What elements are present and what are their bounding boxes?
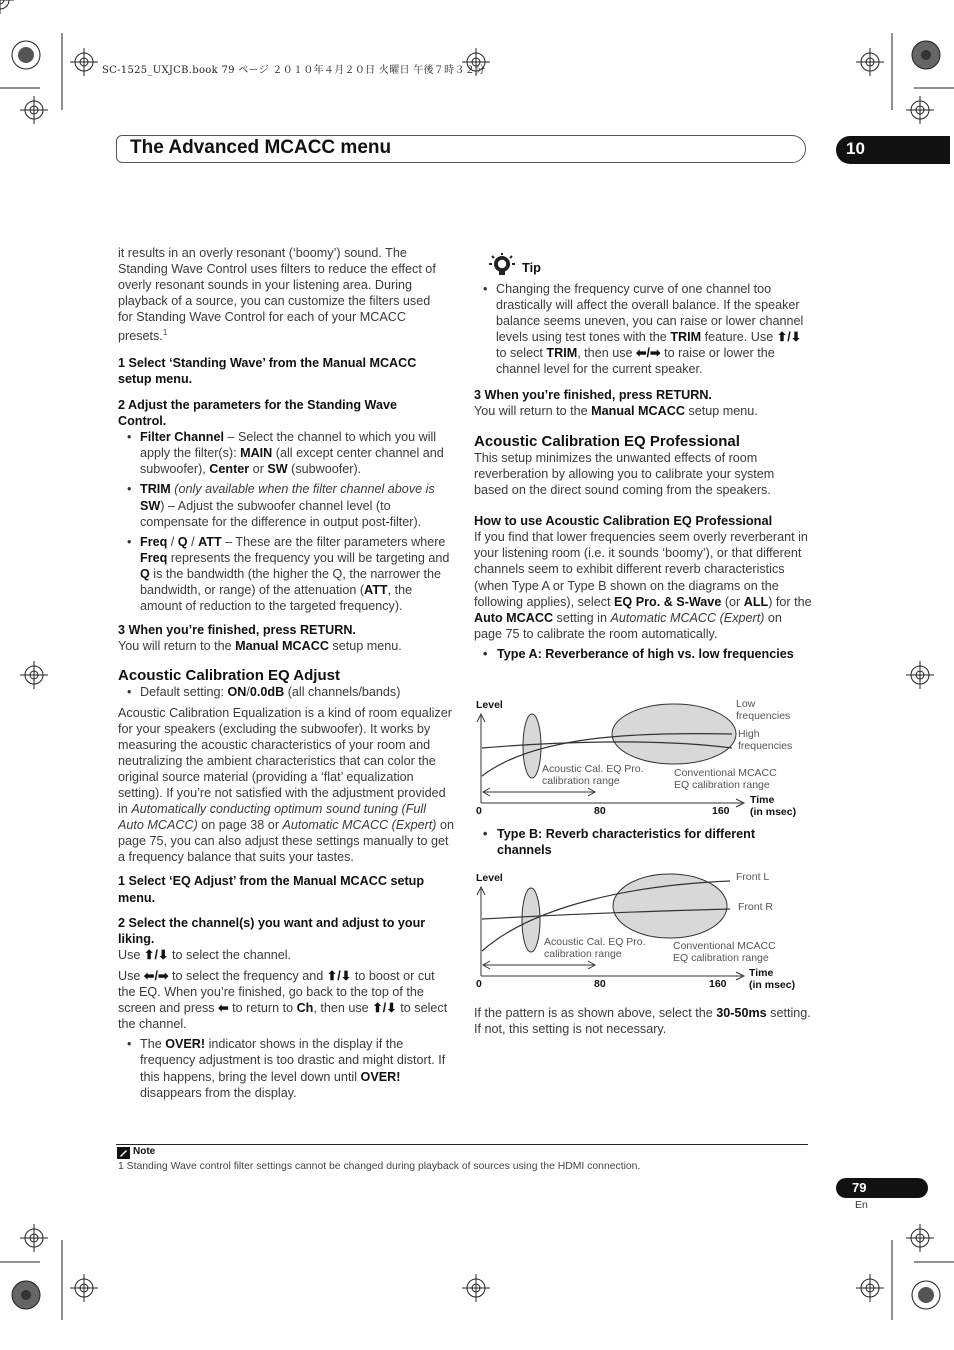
arrow-icon: ⬅/➡ xyxy=(143,968,169,983)
step-heading: 3 When you’re finished, press RETURN. xyxy=(474,387,712,402)
arrow-icon: ⬅ xyxy=(218,1001,229,1016)
time-axis-label: (in msec) xyxy=(750,806,797,818)
print-info: SC-1525_UXJCB.book 79 ページ ２０１０年４月２０日 火曜日 午後７時３２分 xyxy=(102,65,486,76)
tip-label: Tip xyxy=(522,260,541,275)
conventional-range-label: Conventional MCACC xyxy=(674,767,777,779)
arrow-icon: ⬆/⬇ xyxy=(326,968,352,983)
step-heading: 1 Select ‘EQ Adjust’ from the Manual MCACC setup xyxy=(118,874,425,889)
pro-range-label: calibration range xyxy=(542,775,620,787)
high-frequencies-label: High xyxy=(738,728,760,740)
paragraph: Acoustic Calibration Equalization is a kind of room equalizer for your speakers (excluding the subwoofer). It works by measuring the acoustic characteristics of your room and neutralizing the ambient characteristics that can color the original source material (providing a ‘flat’ equalization setting). If you’re not satisfied with the adjustment provided in Automatically conducting optimum sound tuning (Full Auto MCACC) on page 38 or Automatic MCACC (Expert) on page 75, you can also adjust these settings manually to get a frequency balance that suits your tastes. xyxy=(118,705,454,865)
section-heading: Acoustic Calibration EQ Professional xyxy=(474,432,740,450)
step-heading: 3 When you’re finished, press RETURN. xyxy=(118,623,356,638)
section-heading: Acoustic Calibration EQ Adjust xyxy=(118,667,340,685)
note-label: Note xyxy=(133,1146,156,1157)
arrow-icon: ⬆/⬇ xyxy=(776,330,802,345)
parameter-list xyxy=(118,429,454,614)
paragraph: This setup minimizes the unwanted effects of room reverberation by allowing you to calibrate your system based on the direct sound coming from the speakers. xyxy=(474,450,775,498)
x-tick-label: 160 xyxy=(712,805,730,817)
x-tick-label: 160 xyxy=(709,978,727,990)
paragraph: Use ⬅/➡ to select the frequency and ⬆/⬇ to boost or cut the EQ. When you’re finished, go back to the top of the screen and press ⬅ to return to Ch, then use ⬆/⬇ to select the channel. xyxy=(118,968,448,1032)
left-column xyxy=(118,245,454,1101)
time-axis-label: (in msec) xyxy=(749,979,796,991)
time-axis-label: Time xyxy=(750,794,775,806)
pro-range-label: calibration range xyxy=(544,948,622,960)
list-item: • Changing the frequency curve of one channel too drastically will affect the overall balance. If the speaker balance seems uneven, you can raise or lower channel levels using test tones with the TRIM feature. Use ⬆/⬇ to select TRIM, then use ⬅/➡ to raise or lower the channel level for the current speaker. xyxy=(474,281,812,378)
list-item: • Default setting: ON/0.0dB (all channels/bands) xyxy=(118,684,454,700)
final-paragraph: If the pattern is as shown above, select the 30-50ms setting. If not, this setting is not necessary. xyxy=(474,1006,811,1037)
conventional-range-label: EQ calibration range xyxy=(674,779,770,791)
list-item: • Freq / Q / ATT – These are the filter parameters where Freq represents the frequency you will be targeting and Q is the bandwidth (the higher the Q, the narrower the bandwidth, or range) of the attenuation (ATT, the amount of reduction to the targeted frequency). xyxy=(118,534,454,614)
note-divider xyxy=(116,1144,808,1146)
list-item: • Type B: Reverb characteristics for different channels xyxy=(474,826,812,858)
paragraph: If you find that lower frequencies seem overly reverberant in your listening room (i.e. it sounds ‘boomy’), or that different channels seem to exhibit different reverb characteristics (when Type A or Type B shown on the diagrams on the following applies), select EQ Pro. & S-Wave (or ALL) for the Auto MCACC setting in Automatic MCACC (Expert) on page 75 to calibrate the room automatically. xyxy=(474,530,812,641)
paragraph: You will return to the Manual MCACC setup menu. xyxy=(474,403,758,418)
conventional-range-label: EQ calibration range xyxy=(673,952,769,964)
subsection-heading: How to use Acoustic Calibration EQ Professional xyxy=(474,513,773,529)
step-heading: setup menu. xyxy=(118,371,193,386)
language-code: En xyxy=(855,1199,868,1211)
conventional-range-ellipse xyxy=(613,874,727,938)
pro-range-label: Acoustic Cal. EQ Pro. xyxy=(542,763,644,775)
front-r-label: Front R xyxy=(738,901,774,913)
right-column xyxy=(474,281,812,662)
x-tick-label: 0 xyxy=(476,805,482,817)
intro-line: presets. xyxy=(118,329,163,344)
arrow-icon: ⬅/➡ xyxy=(636,346,661,361)
list-item: • Type A: Reverberance of high vs. low frequencies xyxy=(474,646,812,662)
step-heading: 2 Adjust the parameters for the Standing Wave xyxy=(118,397,397,412)
pro-range-ellipse xyxy=(523,714,541,778)
pro-range-label: Acoustic Cal. EQ Pro. xyxy=(544,936,646,948)
front-l-label: Front L xyxy=(736,871,770,883)
paragraph: You will return to the Manual MCACC setup menu. xyxy=(118,639,402,654)
chapter-badge: 10 xyxy=(836,136,950,164)
footnote-ref: 1 xyxy=(162,328,168,338)
page-number: 79 xyxy=(836,1178,928,1198)
diagram-type-a xyxy=(474,696,814,821)
type-b-caption xyxy=(474,826,812,858)
step-heading: Control. xyxy=(118,414,167,429)
step-heading: 1 Select ‘Standing Wave’ from the Manual MCACC xyxy=(118,355,417,370)
intro-line: it results in an overly resonant (‘boomy’) sound. The xyxy=(118,246,407,260)
tip-icon xyxy=(489,253,515,277)
x-tick-label: 80 xyxy=(594,978,606,990)
level-label: Level xyxy=(476,872,503,884)
time-axis-label: Time xyxy=(749,967,774,979)
level-label: Level xyxy=(476,699,503,711)
intro-line: overly resonant sounds in your listening area. During xyxy=(118,278,413,293)
x-tick-label: 0 xyxy=(476,978,482,990)
intro-line: playback of a source, you can customize the filters used xyxy=(118,294,431,309)
note-icon xyxy=(117,1147,130,1159)
high-frequencies-label: frequencies xyxy=(738,740,793,752)
intro-line: for Standing Wave Control for each of your MCACC xyxy=(118,310,406,325)
page-title: The Advanced MCACC menu xyxy=(130,137,392,158)
list-item: • TRIM (only available when the filter channel above is SW) – Adjust the subwoofer channel level (to compensate for the difference in output post-filter). xyxy=(118,481,454,529)
footnote-text: 1 Standing Wave control filter settings cannot be changed during playback of sources using the HDMI connection. xyxy=(118,1161,641,1172)
step-heading: liking. xyxy=(118,931,155,946)
paragraph: Use ⬆/⬇ to select the channel. xyxy=(118,947,292,962)
intro-line: Standing Wave Control uses filters to reduce the effect of xyxy=(118,262,436,277)
list-item: • The OVER! indicator shows in the display if the frequency adjustment is too drastic and might distort. If this happens, bring the level down until OVER! disappears from the display. xyxy=(118,1036,454,1100)
x-tick-label: 80 xyxy=(594,805,606,817)
step-heading: menu. xyxy=(118,890,156,905)
low-frequencies-label: frequencies xyxy=(736,710,791,722)
step-heading: 2 Select the channel(s) you want and adjust to your xyxy=(118,915,426,930)
arrow-icon: ⬆/⬇ xyxy=(372,1001,397,1016)
diagram-type-b xyxy=(474,869,814,994)
arrow-icon: ⬆/⬇ xyxy=(143,947,169,962)
list-item: • Filter Channel – Select the channel to which you will apply the filter(s): MAIN (all except center channel and subwoofer), Center or SW (subwoofer). xyxy=(118,429,454,477)
low-frequencies-label: Low xyxy=(736,698,756,710)
conventional-range-label: Conventional MCACC xyxy=(673,940,776,952)
